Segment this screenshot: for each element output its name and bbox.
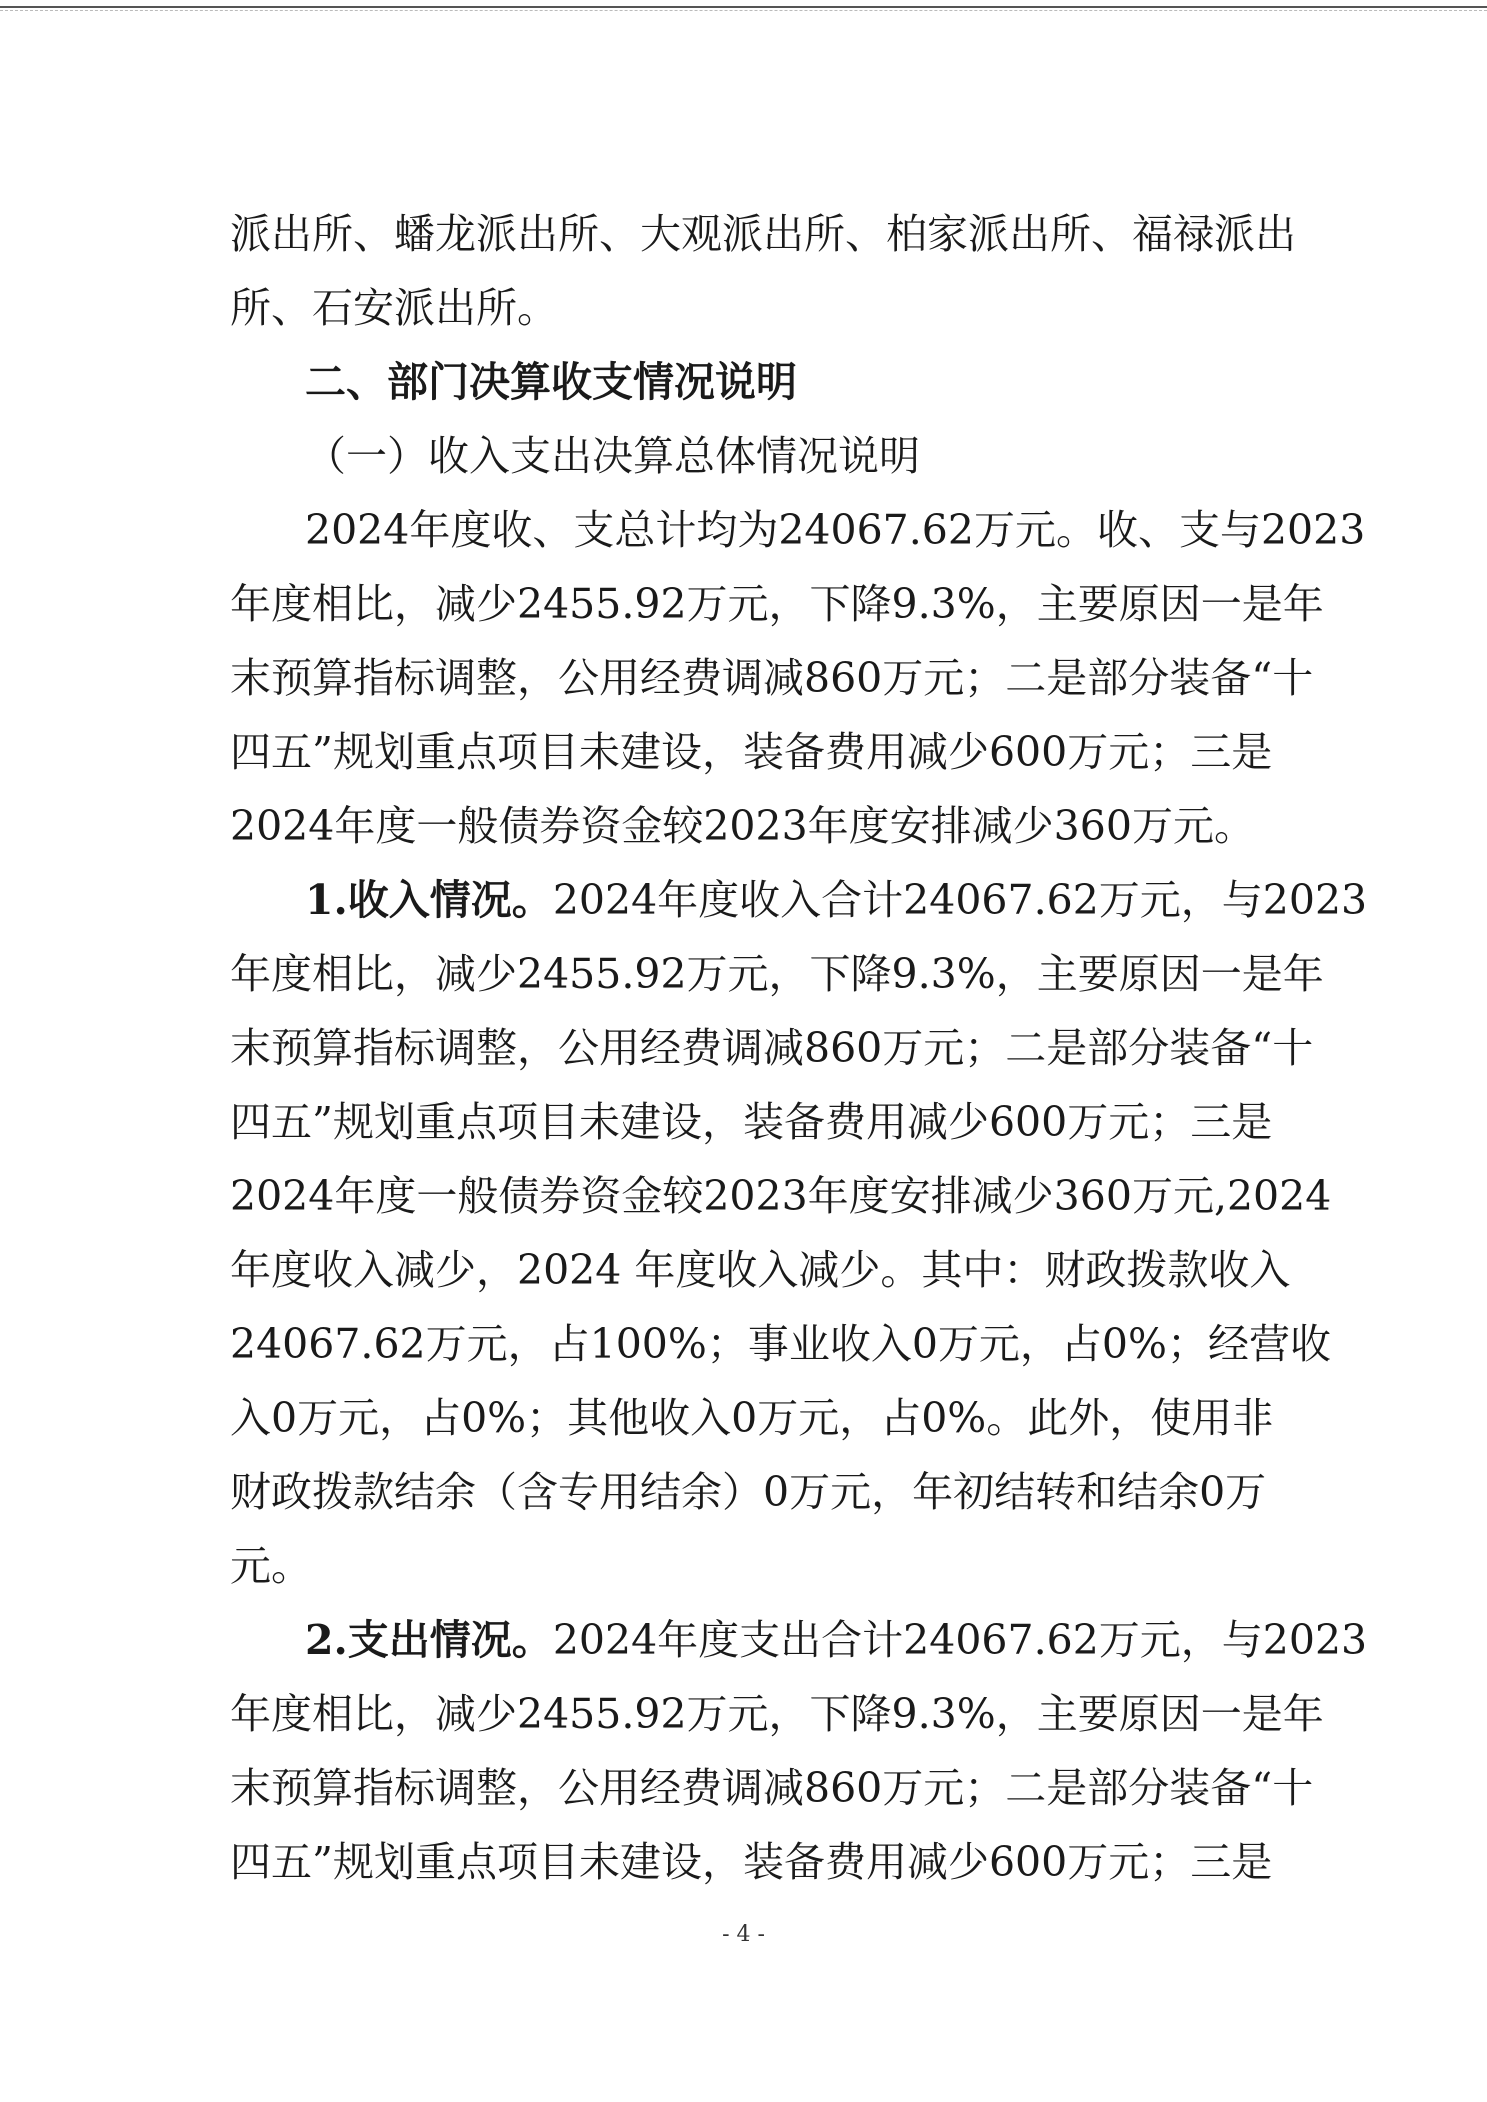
body-line: 2024年度一般债券资金较2023年度安排减少360万元。	[230, 802, 1255, 850]
body-line: 年度相比，减少2455.92万元，下降9.3%，主要原因一是年	[230, 1690, 1324, 1738]
section-heading: 二、部门决算收支情况说明	[305, 358, 797, 406]
body-line: 24067.62万元，占100%；事业收入0万元，占0%；经营收	[230, 1320, 1331, 1368]
body-line: 四五”规划重点项目未建设，装备费用减少600万元；三是	[230, 1098, 1273, 1146]
body-line: 年度相比，减少2455.92万元，下降9.3%，主要原因一是年	[230, 580, 1324, 628]
expense-first-line-text: 2024年度支出合计24067.62万元，与2023	[552, 1616, 1368, 1664]
body-line: 入0万元，占0%；其他收入0万元，占0%。此外，使用非	[230, 1394, 1274, 1442]
body-line: 财政拨款结余（含专用结余）0万元，年初结转和结余0万	[230, 1468, 1267, 1516]
body-line: 四五”规划重点项目未建设，装备费用减少600万元；三是	[230, 728, 1273, 776]
subsection-heading: （一）收入支出决算总体情况说明	[305, 432, 920, 480]
body-line: 元。	[230, 1542, 312, 1590]
body-line: 末预算指标调整，公用经费调减860万元；二是部分装备“十	[230, 654, 1314, 702]
expense-lead: 2.支出情况。	[305, 1616, 553, 1664]
body-line: 末预算指标调整，公用经费调减860万元；二是部分装备“十	[230, 1764, 1314, 1812]
body-line: 派出所、蟠龙派出所、大观派出所、柏家派出所、福禄派出	[230, 210, 1296, 258]
body-line: 年度相比，减少2455.92万元，下降9.3%，主要原因一是年	[230, 950, 1324, 998]
body-line: 年度收入减少，2024 年度收入减少。其中：财政拨款收入	[230, 1246, 1291, 1294]
page-number: - 4 -	[722, 1922, 765, 1947]
income-first-line-text: 2024年度收入合计24067.62万元，与2023	[552, 876, 1368, 924]
body-line: 所、石安派出所。	[230, 284, 558, 332]
body-line: 2024年度一般债券资金较2023年度安排减少360万元,2024	[230, 1172, 1332, 1220]
expense-paragraph-first-line	[305, 1610, 1368, 1670]
body-line: 末预算指标调整，公用经费调减860万元；二是部分装备“十	[230, 1024, 1314, 1072]
body-line: 2024年度收、支总计均为24067.62万元。收、支与2023	[305, 506, 1366, 554]
body-line: 四五”规划重点项目未建设，装备费用减少600万元；三是	[230, 1838, 1273, 1886]
income-paragraph-first-line	[305, 870, 1368, 930]
income-lead: 1.收入情况。	[305, 876, 553, 924]
